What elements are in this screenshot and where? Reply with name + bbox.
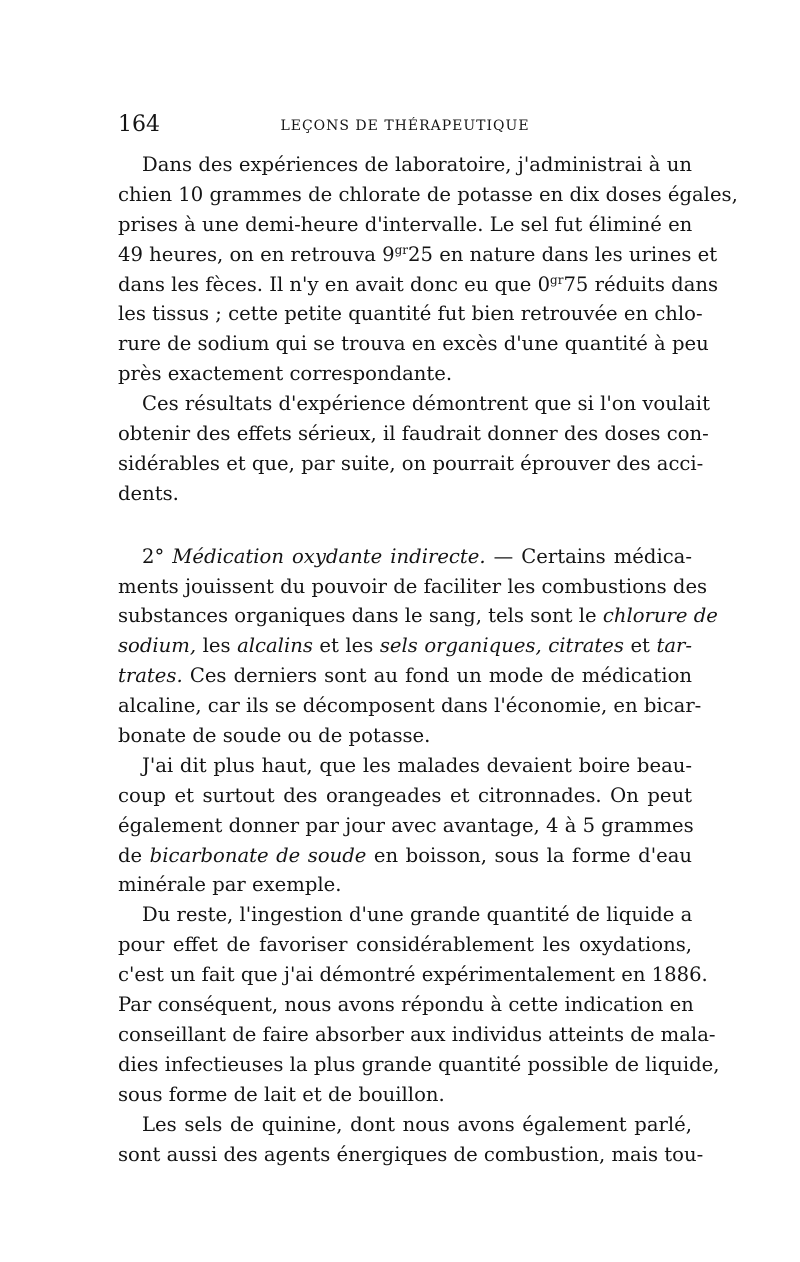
superscript-gr: gr <box>394 242 409 257</box>
paragraph-liquid-ingestion <box>118 900 720 1109</box>
text-line: coup et surtout des orangeades et citronnades. On peut <box>118 783 692 807</box>
text-line: dans les fèces. Il n'y en avait donc eu que $0^{gr}75$ réduits dans <box>118 272 719 296</box>
text-line: dies infectieuses la plus grande quantité possible de liquide, <box>118 1052 720 1076</box>
text-line: sous forme de lait et de bouillon. <box>118 1082 445 1106</box>
body-text <box>118 150 738 1169</box>
text-line: également donner par jour avec avantage, 4 à 5 grammes <box>118 813 694 837</box>
text-line: Les sels de quinine, dont nous avons également parlé, <box>142 1112 692 1136</box>
text-line: trates. Ces derniers sont au fond un mode de médication <box>118 664 692 688</box>
running-title: LEÇONS DE THÉRAPEUTIQUE <box>280 118 530 134</box>
text-line: près exactement correspondante. <box>118 362 453 386</box>
text-line: ments jouissent du pouvoir de faciliter les combustions des <box>118 574 708 598</box>
paragraph-results <box>118 389 710 509</box>
text-line: de bicarbonate de soude en boisson, sous la forme d'eau <box>118 843 692 867</box>
text-line: Dans des expériences de laboratoire, j'administrai à un <box>142 153 692 176</box>
page-number: 164 <box>118 112 160 137</box>
paragraph-drinks <box>118 751 692 900</box>
text-line: Par conséquent, nous avons répondu à cette indication en <box>118 993 694 1017</box>
text-line: bonate de soude ou de potasse. <box>118 724 431 748</box>
text-line: minérale par exemple. <box>118 873 342 897</box>
text-line: 49 heures, on en retrouva $9^{gr}25$ en nature dans les urines et <box>118 242 718 266</box>
text-line: Du reste, l'ingestion d'une grande quantité de liquide a <box>142 903 693 927</box>
paragraph-quinine-salts <box>118 1110 704 1170</box>
text-line: pour effet de favoriser considérablement les oxydations, <box>118 933 692 957</box>
text-line: prises à une demi-heure d'intervalle. Le sel fut éliminé en <box>118 212 693 236</box>
text-line: substances organiques dans le sang, tels sont le chlorure de <box>118 604 718 628</box>
text-line: c'est un fait que j'ai démontré expérimentalement en 1886. <box>118 963 708 987</box>
text-line: Ces résultats d'expérience démontrent que si l'on voulait <box>142 392 710 416</box>
text-line: les tissus ; cette petite quantité fut bien retrouvée en chlo- <box>118 302 703 326</box>
text-line: sodium, les alcalins et les sels organiques, citrates et tar- <box>118 634 692 658</box>
text-line: J'ai dit plus haut, que les malades devaient boire beau- <box>142 753 692 777</box>
text-line: sont aussi des agents énergiques de combustion, mais tou- <box>118 1142 704 1166</box>
text-line: 2° Médication oxydante indirecte. — Certains médica- <box>142 544 692 568</box>
text-line: conseillant de faire absorber aux individus atteints de mala- <box>118 1022 716 1046</box>
text-line: rure de sodium qui se trouva en excès d'une quantité à peu <box>118 332 709 356</box>
text-line: sidérables et que, par suite, on pourrait éprouver des acci- <box>118 451 704 475</box>
text-line: alcaline, car ils se décomposent dans l'économie, en bicar- <box>118 694 702 718</box>
text-line: dents. <box>118 481 179 505</box>
paragraph-laboratory-experiments <box>118 150 738 389</box>
text-line: chien 10 grammes de chlorate de potasse en dix doses égales, <box>118 182 738 206</box>
section-gap <box>118 509 692 542</box>
section-heading: Médication oxydante indirecte. <box>172 544 486 568</box>
page-header <box>118 110 692 144</box>
superscript-gr: gr <box>550 272 564 287</box>
text-line: obtenir des effets sérieux, il faudrait donner des doses con- <box>118 422 709 446</box>
paragraph-indirect-oxidizing-medication <box>118 542 718 751</box>
